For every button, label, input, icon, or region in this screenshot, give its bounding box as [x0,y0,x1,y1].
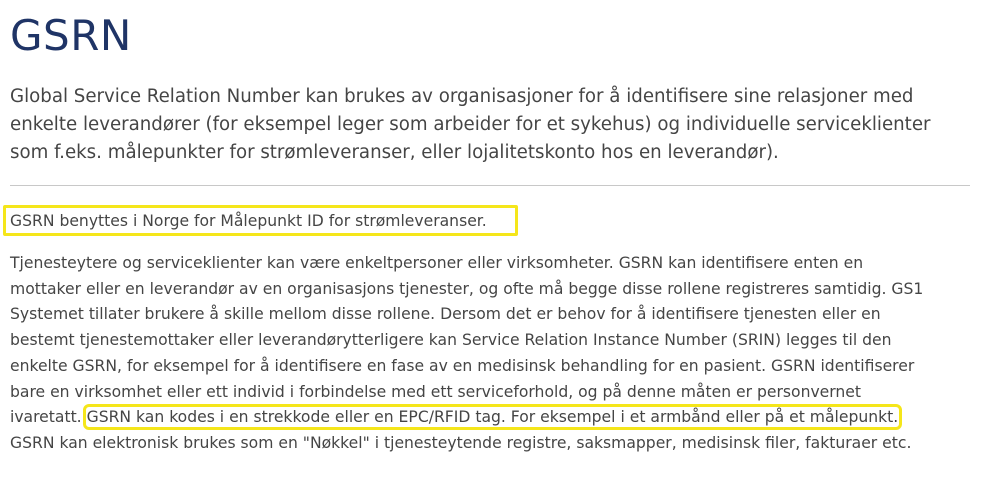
body-line [10,405,985,431]
intro-line: Global Service Relation Number kan brukes av organisasjoner for å identifisere sine relasjoner med [10,86,914,107]
body-line: bestemt tjenestemottaker eller leverandørytterligere kan Service Relation Instance Number (SRIN) legges til den [10,331,892,350]
body-line: mottaker eller en leverandør av en organisasjons tjenester, og ofte må begge disse rollene registreres samtidig. GS1 [10,279,924,298]
intro-paragraph [10,83,980,167]
body-line: bare en virksomhet eller ett individ i forbindelse med ett serviceforhold, og på denne måten er personvernet [10,382,862,401]
highlighted-subtitle: GSRN benyttes i Norge for Målepunkt ID for strømleveranser. [10,212,487,230]
intro-line: som f.eks. målepunkter for strømleveranser, eller lojalitetskonto hos en leverandør). [10,142,779,163]
intro-line: enkelte leverandører (for eksempel leger som arbeider for et sykehus) og individuelle serviceklienter [10,114,931,135]
section-divider [10,185,970,186]
body-line: GSRN kan elektronisk brukes som en "Nøkkel" i tjenesteytende registre, saksmapper, medisinsk filer, fakturaer etc. [10,433,912,452]
body-line: Systemet tillater brukere å skille mellom disse rollene. Dersom det er behov for å identifisere tjenesten eller en [10,305,881,324]
body-line-prefix: ivaretatt. [10,408,82,427]
body-line: enkelte GSRN, for eksempel for å identifisere en fase av en medisinsk behandling for en pasient. GSRN identifiserer [10,356,915,375]
body-paragraph [10,251,985,457]
page-title: GSRN [10,11,132,60]
highlighted-sentence: GSRN kan kodes i en strekkode eller en EPC/RFID tag. For eksempel i et armbånd eller på et målepunkt. [86,408,899,427]
body-line: Tjenesteytere og serviceklienter kan være enkeltpersoner eller virksomheter. GSRN kan identifisere enten en [10,254,864,272]
